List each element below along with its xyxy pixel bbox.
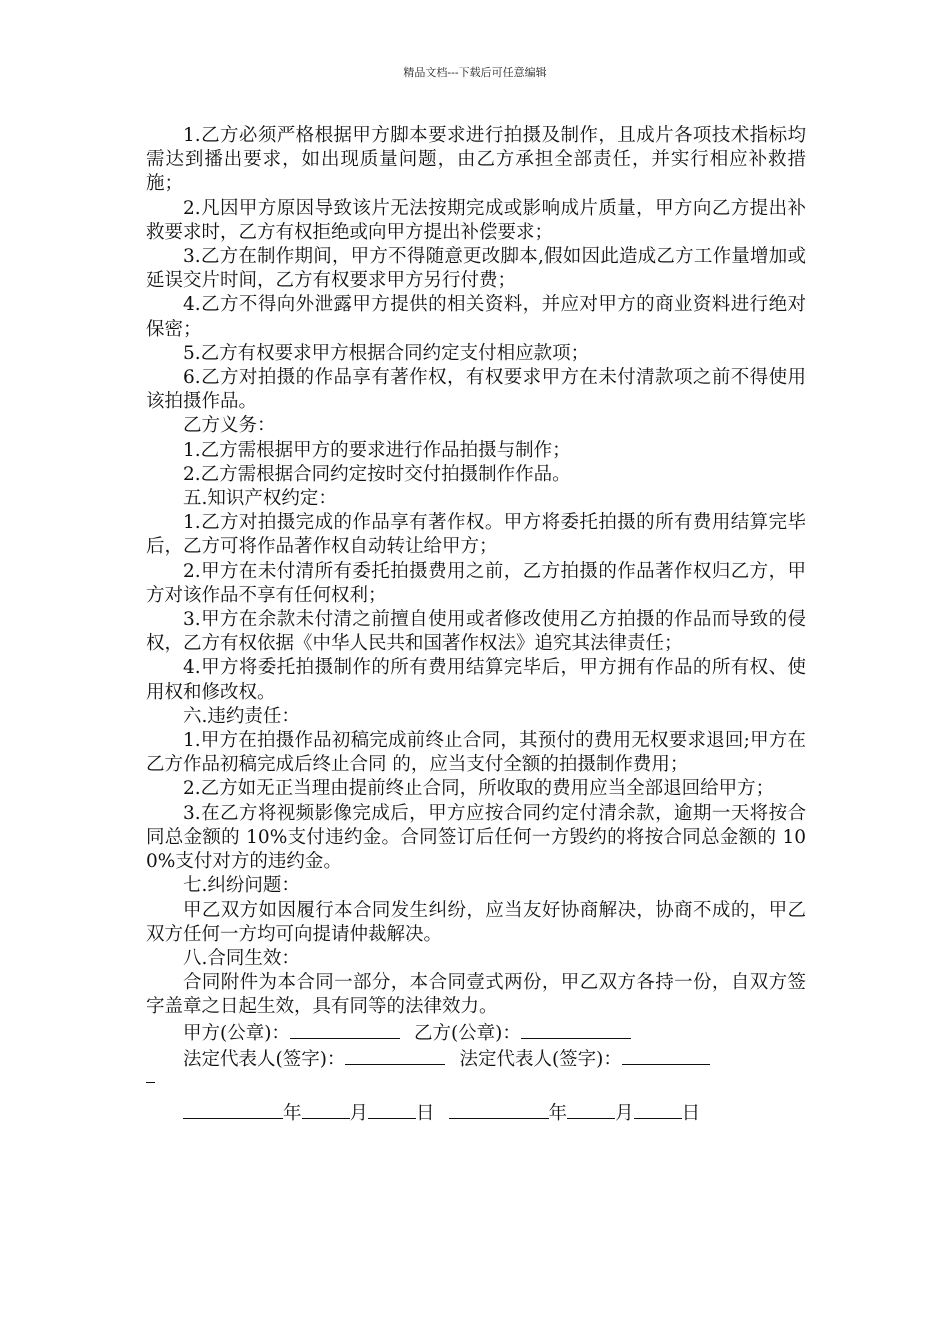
party-a-year-blank — [183, 1100, 283, 1119]
party-b-year-blank — [449, 1100, 549, 1119]
clause-paragraph: 合同附件为本合同一部分，本合同壹式两份，甲乙双方各持一份，自双方签字盖章之日起生效，具有同等的法律效力。 — [146, 972, 806, 1018]
section-heading: 八.合同生效： — [183, 947, 300, 969]
party-a-day-blank — [368, 1100, 416, 1119]
section-heading: 六.违约责任： — [183, 705, 300, 727]
clause-paragraph: 2.甲方在未付清所有委托拍摄费用之前，乙方拍摄的作品著作权归乙方，甲方对该作品不享有任何权利； — [146, 560, 806, 606]
party-b-day-blank — [634, 1100, 682, 1119]
clause-paragraph: 1.乙方需根据甲方的要求进行作品拍摄与制作； — [183, 439, 571, 461]
clause-paragraph: 甲乙双方如因履行本合同发生纠纷，应当友好协商解决，协商不成的，甲乙双方任何一方均可向提请仲裁解决。 — [146, 899, 806, 945]
party-b-rep-blank — [622, 1046, 710, 1065]
party-a-month-blank — [302, 1100, 350, 1119]
party-b-seal-blank — [521, 1020, 631, 1039]
representative-row — [146, 1046, 806, 1072]
seal-row — [146, 1020, 806, 1046]
month-label: 月 — [349, 1102, 369, 1124]
section-heading: 乙方义务： — [183, 415, 276, 437]
party-a-rep-blank — [345, 1046, 445, 1065]
clause-paragraph: 4.乙方不得向外泄露甲方提供的相关资料，并应对甲方的商业资料进行绝对保密； — [146, 294, 806, 340]
clause-paragraph: 3.甲方在余款未付清之前擅自使用或者修改使用乙方拍摄的作品而导致的侵权，乙方有权依据《中华人民共和国著作权法》追究其法律责任； — [146, 609, 806, 655]
stray-underline — [146, 1072, 806, 1096]
party-b-seal-label: 乙方(公章)： — [413, 1022, 521, 1044]
party-a-seal-label: 甲方(公章)： — [183, 1022, 290, 1044]
party-a-rep-label: 法定代表人(签字)： — [183, 1048, 346, 1070]
day-label: 日 — [681, 1102, 701, 1124]
clause-paragraph: 1.乙方对拍摄完成的作品享有著作权。甲方将委托拍摄的所有费用结算完毕后，乙方可将作品著作权自动转让给甲方； — [146, 512, 806, 558]
clause-paragraph: 4.甲方将委托拍摄制作的所有费用结算完毕后，甲方拥有作品的所有权、使用权和修改权。 — [146, 657, 806, 703]
clause-paragraph: 6.乙方对拍摄的作品享有著作权，有权要求甲方在未付清款项之前不得使用该拍摄作品。 — [146, 367, 806, 413]
year-label: 年 — [283, 1102, 302, 1124]
clause-paragraph: 5.乙方有权要求甲方根据合同约定支付相应款项； — [183, 342, 590, 364]
clause-paragraph: 2.乙方如无正当理由提前终止合同，所收取的费用应当全部退回给甲方； — [183, 778, 775, 800]
clause-paragraph: 3.乙方在制作期间，甲方不得随意更改脚本,假如因此造成乙方工作量增加或延误交片时间，乙方有权要求甲方另行付费； — [146, 246, 806, 292]
page-header: 精品文档---下载后可任意编辑 — [403, 66, 547, 79]
clause-paragraph: 3.在乙方将视频影像完成后，甲方应按合同约定付清余款，逾期一天将按合同总金额的 10%支付违约金。合同签订后任何一方毁约的将按合同总金额的 100%支付对方的违约金。 — [146, 802, 806, 873]
party-b-month-blank — [567, 1100, 615, 1119]
year-label: 年 — [548, 1102, 568, 1124]
clause-paragraph: 1.乙方必须严格根据甲方脚本要求进行拍摄及制作，且成片各项技术指标均需达到播出要求，如出现质量问题，由乙方承担全部责任，并实行相应补救措施； — [146, 125, 806, 195]
section-heading: 五.知识产权约定： — [183, 488, 337, 510]
contract-body — [146, 124, 806, 1126]
clause-paragraph: 2.乙方需根据合同约定按时交付拍摄制作作品。 — [183, 463, 571, 485]
party-a-seal-blank — [290, 1020, 400, 1039]
month-label: 月 — [615, 1102, 634, 1124]
date-row — [146, 1100, 806, 1126]
clause-paragraph: 1.甲方在拍摄作品初稿完成前终止合同，其预付的费用无权要求退回;甲方在乙方作品初稿完成后终止合同 的，应当支付全额的拍摄制作费用； — [146, 730, 806, 776]
day-label: 日 — [416, 1102, 435, 1124]
clause-paragraph: 2.凡因甲方原因导致该片无法按期完成或影响成片质量，甲方向乙方提出补救要求时，乙方有权拒绝或向甲方提出补偿要求； — [146, 197, 806, 243]
section-heading: 七.纠纷问题： — [183, 875, 300, 897]
party-b-rep-label: 法定代表人(签字)： — [459, 1048, 622, 1070]
